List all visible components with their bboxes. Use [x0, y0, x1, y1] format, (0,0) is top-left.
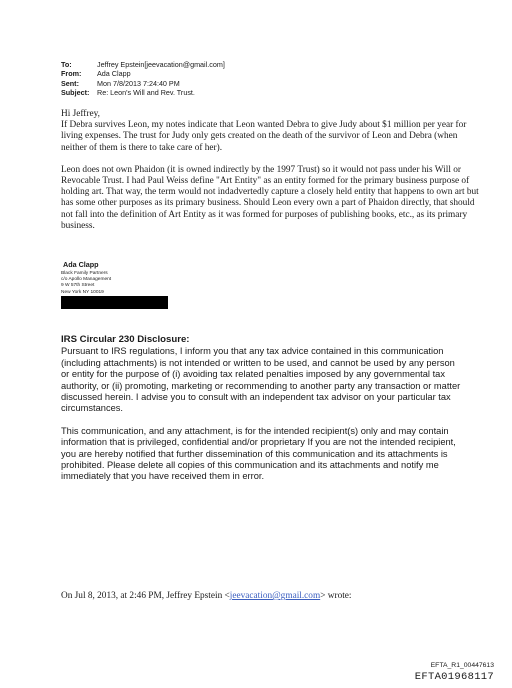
disclosure-paragraph-1: Pursuant to IRS regulations, I inform you that any tax advice contained in this communication (including attachments) is not intended or written to be used, and cannot be used by any person or entity for the purpose of (i) avoiding tax related penalties imposed by any governmental tax authority, or (ii) promoting, marketing or recommending to another party any transaction or matter discussed herein. I advise you to consult with an independent tax advisor on your particular tax circumstances.	[61, 346, 461, 414]
greeting: Hi Jeffrey,	[61, 109, 100, 119]
signature-line-2: c/o Apollo Management	[61, 277, 112, 283]
quote-suffix: > wrote:	[320, 591, 352, 601]
disclosure-title: IRS Circular 230 Disclosure:	[61, 334, 190, 345]
bates-number-1: EFTA_R1_00447613	[430, 662, 494, 669]
signature-line-3: 9 W 57th Street	[61, 283, 95, 289]
body-paragraph-1: If Debra survives Leon, my notes indicate that Leon wanted Debra to give Judy about $1 million per year for living expenses. The trust for Judy only gets created on the death of the survivor of Leon and Debra (when neither of them is there to take care of her).	[61, 120, 467, 153]
sent-label: Sent:	[61, 78, 79, 88]
subject-value: Re: Leon's Will and Rev. Trust.	[97, 88, 195, 98]
to-label: To:	[61, 60, 72, 69]
signature-name: Ada Clapp	[63, 260, 99, 269]
quote-prefix: On Jul 8, 2013, at 2:46 PM, Jeffrey Epstein <	[61, 591, 230, 601]
quoted-reply-header	[61, 591, 352, 601]
sent-value: Mon 7/8/2013 7:24:40 PM	[97, 78, 180, 88]
disclosure-section	[61, 334, 461, 494]
signature-block	[61, 260, 111, 296]
redaction-bar	[61, 296, 168, 309]
signature-line-4: New York NY 10019	[61, 289, 104, 295]
body-paragraph-2: Leon does not own Phaidon (it is owned indirectly by the 1997 Trust) so it would not pass under his Will or Revocable Trust. I had Paul Weiss define "Art Entity" as an entity formed for the primary business purpose of holding art. That way, the term would not indadvertedly capture a closely held entity that happens to own art but has some other purposes as its primary business. Should Leon every own a part of Phaidon directly, that should not fall into the definition of Art Entity as it was formed for purposes of publishing books, etc., as its primary business.	[61, 164, 479, 231]
signature-line-1: Black Family Partners	[61, 271, 108, 276]
to-value: Jeffrey Epstein[jeevacation@gmail.com]	[97, 60, 225, 69]
disclosure-paragraph-2: This communication, and any attachment, is for the intended recipient(s) only and may contain information that is privileged, confidential and/or proprietary If you are not the intended recipient, you are hereby notified that further dissemination of this communication and its attachments is prohibited. Please delete all copies of this communication and its attachments and notify me immediately that you have received them in error.	[61, 425, 456, 482]
from-value: Ada Clapp	[97, 69, 131, 79]
from-label: From:	[61, 69, 82, 79]
bates-number-2: EFTA01968117	[414, 671, 494, 683]
email-header	[61, 60, 225, 98]
email-link[interactable]: jeevacation@gmail.com	[229, 591, 321, 601]
subject-label: Subject:	[61, 88, 90, 98]
email-body	[61, 109, 481, 243]
